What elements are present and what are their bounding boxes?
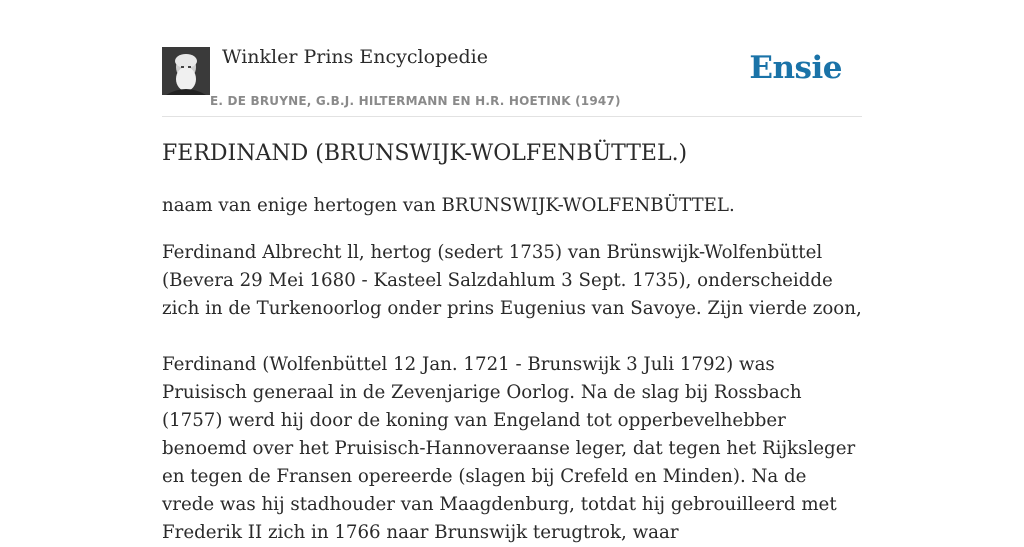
- page: [162, 0, 862, 543]
- brand-logo[interactable]: Ensie: [749, 50, 842, 86]
- article-paragraph: Ferdinand (Wolfenbüttel 12 Jan. 1721 - Brunswijk 3 Juli 1792) was Pruisisch generaal in de Zevenjarige Oorlog. Na de slag bij Rossbach (1757) werd hij door de koning van Engeland tot opperbevelhebber benoemd over het Pruisisch-Hannoveraanse leger, dat tegen het Rijksleger en tegen de Fransen opereerde (slagen bij Crefeld en Minden). Na de vrede was hij stadhouder van Maagdenburg, totdat hij gebrouilleerd met Frederik II zich in 1766 naar Brunswijk terugtrok, waar: [162, 354, 856, 543]
- article-paragraph: Ferdinand Albrecht ll, hertog (sedert 1735) van Brünswijk-Wolfenbüttel (Bevera 29 Mei 1680 - Kasteel Salzdahlum 3 Sept. 1735), onderscheidde zich in de Turkenoorlog onder prins Eugenius van Savoye. Zijn vierde zoon,: [162, 242, 862, 319]
- article-title: FERDINAND (BRUNSWIJK-WOLFENBÜTTEL.): [162, 141, 688, 166]
- portrait-image: [162, 47, 210, 95]
- author-portrait-icon[interactable]: [162, 47, 210, 95]
- authors-credit: E. DE BRUYNE, G.B.J. HILTERMANN EN H.R. HOETINK (1947): [210, 94, 621, 108]
- article-paragraph: naam van enige hertogen van BRUNSWIJK-WOLFENBÜTTEL.: [162, 195, 735, 216]
- site-header: [162, 44, 862, 117]
- site-title[interactable]: Winkler Prins Encyclopedie: [222, 46, 488, 68]
